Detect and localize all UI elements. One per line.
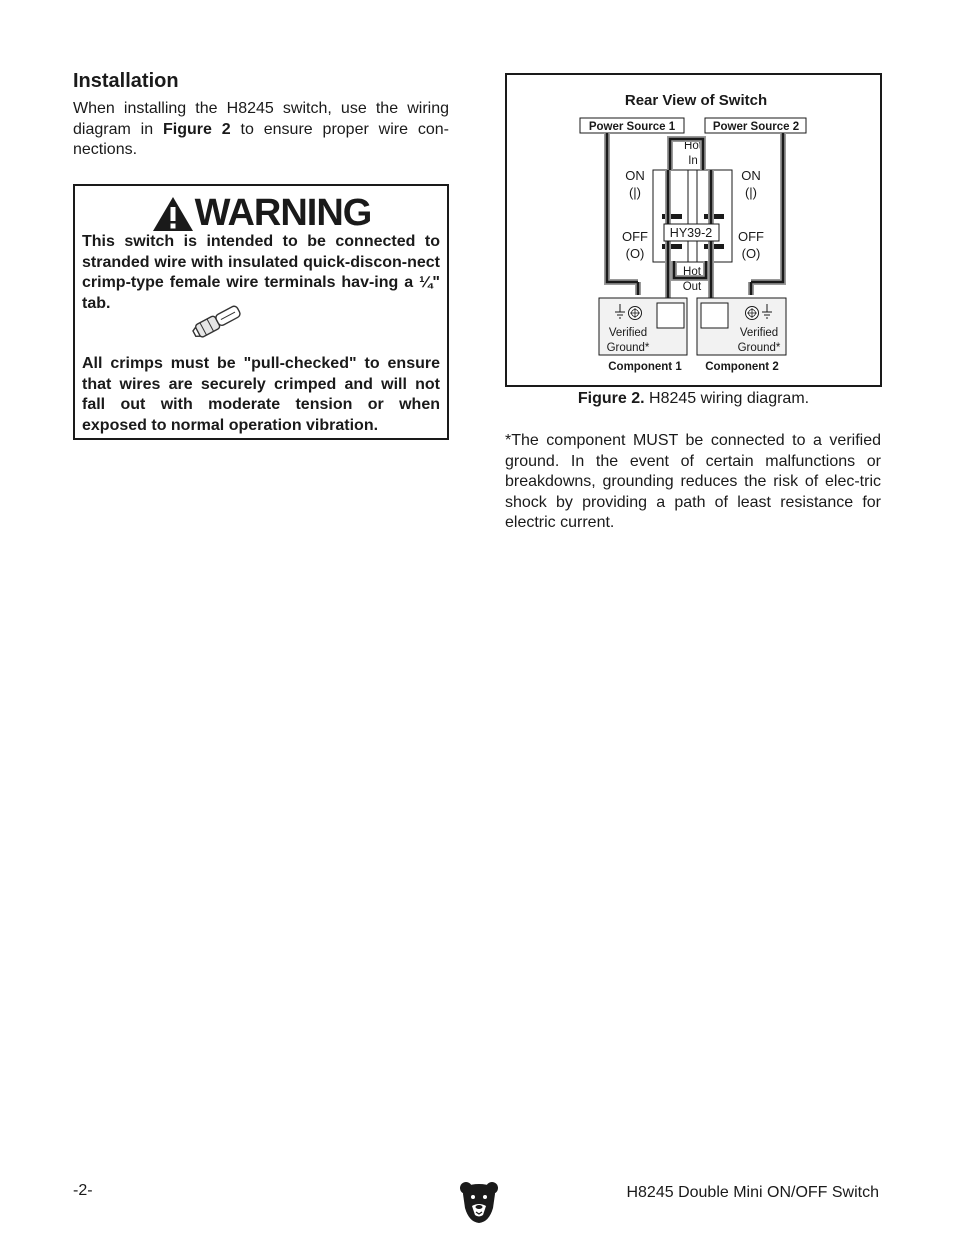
diagram-title: Rear View of Switch bbox=[624, 92, 768, 109]
switch-body bbox=[653, 170, 732, 262]
section-heading-installation: Installation bbox=[73, 70, 179, 92]
component-2-label: Component 2 bbox=[705, 361, 779, 373]
verified-ground-right-line2: Ground* bbox=[737, 342, 781, 354]
hot-in-label-line1: Hot bbox=[684, 140, 702, 152]
on-label-left: ON bbox=[625, 168, 645, 183]
off-label-right: OFF bbox=[738, 229, 764, 244]
ground-terminal-screw-left-icon bbox=[629, 307, 642, 320]
off-symbol-left: (O) bbox=[625, 246, 645, 261]
bear-head-logo-icon bbox=[459, 1180, 499, 1224]
component-1-label: Component 1 bbox=[608, 361, 682, 373]
crimp-terminal-icon bbox=[189, 299, 251, 341]
warning-header bbox=[75, 192, 447, 235]
intro-figure-ref: Figure 2 bbox=[163, 120, 231, 138]
on-symbol-right: (|) bbox=[744, 185, 758, 200]
ground-note: *The component MUST be connected to a verified ground. In the event of certain malfunctions or breakdowns, grounding reduces the risk of elec-tric shock by providing a path of least resistance for electric current. bbox=[505, 432, 881, 531]
warning-paragraph-2: All crimps must be "pull-checked" to ensure that wires are securely crimped and will not fall out with moderate tension or when exposed to normal operation vibration. bbox=[82, 355, 440, 434]
on-label-right: ON bbox=[741, 168, 761, 183]
hot-out-label-line2: Out bbox=[682, 281, 702, 293]
model-label: HY39-2 bbox=[669, 226, 713, 240]
wiring-diagram-frame bbox=[505, 73, 882, 387]
document-title: H8245 Double Mini ON/OFF Switch bbox=[626, 1184, 879, 1201]
intro-text-start: When installing the H8245 switch, use the wiring diagram in bbox=[73, 100, 449, 138]
hot-in-label-line2: In bbox=[688, 155, 698, 167]
off-label-left: OFF bbox=[622, 229, 648, 244]
figure-caption-text: H8245 wiring diagram. bbox=[644, 390, 810, 407]
power-source-2-label: Power Source 2 bbox=[712, 121, 800, 133]
figure-caption bbox=[505, 390, 882, 408]
on-symbol-left: (|) bbox=[628, 185, 642, 200]
verified-ground-left-line2: Ground* bbox=[606, 342, 650, 354]
intro-text-end: to ensure proper wire con-nections. bbox=[73, 120, 450, 158]
page-number: -2- bbox=[73, 1182, 93, 1199]
verified-ground-right-line1: Verified bbox=[739, 327, 779, 339]
warning-triangle-icon bbox=[151, 195, 195, 233]
installation-intro bbox=[73, 99, 449, 161]
warning-title: WARNING bbox=[194, 192, 372, 234]
ground-terminal-screw-right-icon bbox=[746, 307, 759, 320]
figure-caption-number: Figure 2. bbox=[577, 390, 645, 407]
wiring-diagram bbox=[507, 75, 880, 385]
verified-ground-left-line1: Verified bbox=[608, 327, 648, 339]
off-symbol-right: (O) bbox=[741, 246, 761, 261]
warning-box bbox=[73, 184, 449, 440]
power-source-1-label: Power Source 1 bbox=[588, 121, 676, 133]
warning-paragraph-1: This switch is intended to be connected to stranded wire with insulated quick-discon-nect crimp-type female wire terminals hav-ing a ¼" tab. bbox=[82, 233, 440, 312]
hot-out-label-line1: Hot bbox=[683, 266, 701, 278]
